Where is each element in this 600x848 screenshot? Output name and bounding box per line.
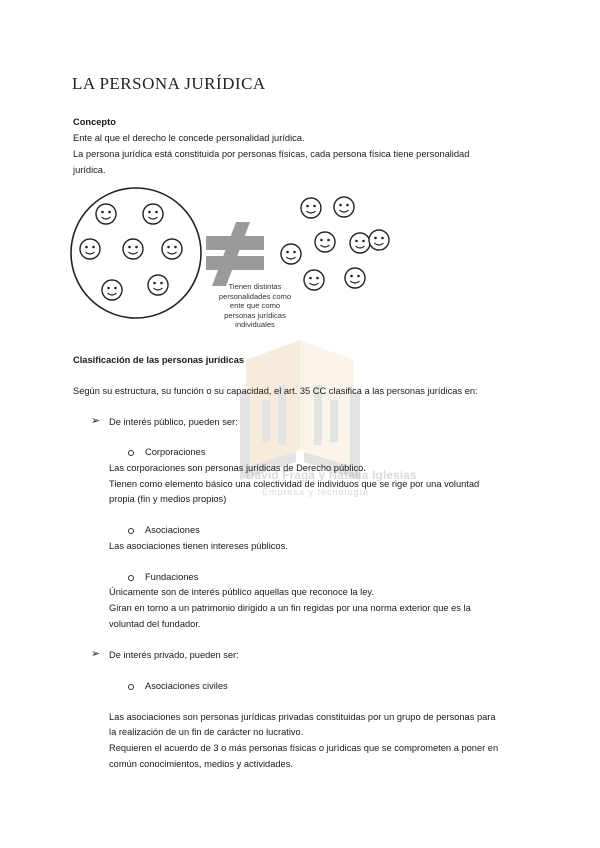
concepto-line-1: Ente al que el derecho le concede personalidad jurídica. xyxy=(73,133,305,143)
fundaciones-line-3: voluntad del fundador. xyxy=(109,619,201,629)
circle-bullet-icon xyxy=(128,528,134,534)
page-title: LA PERSONA JURÍDICA xyxy=(72,74,266,93)
smiley-icon xyxy=(148,275,168,295)
fundaciones-line-2: Giran en torno a un patrimonio dirigido a un fin regidas por una norma exterior que es la xyxy=(109,603,471,613)
civiles-line-3: Requieren el acuerdo de 3 o más personas físicas o jurídicas que se comprometen a poner en xyxy=(109,743,499,753)
circle-bullet-icon xyxy=(128,575,134,581)
civiles-line-4: común conocimientos, medios y actividades. xyxy=(109,759,293,769)
smiley-icon xyxy=(162,239,182,259)
diagram-caption: Tienen distintas personalidades como ente que como personas jurídicas individuales xyxy=(218,282,292,329)
asociaciones-line-1: Las asociaciones tienen intereses públicos. xyxy=(109,541,288,551)
smiley-icon xyxy=(123,239,143,259)
civiles-label: Asociaciones civiles xyxy=(145,681,228,691)
privado-label: De interés privado, pueden ser: xyxy=(109,650,239,660)
smiley-icon xyxy=(345,268,365,288)
smiley-icon xyxy=(301,198,321,218)
not-equal-icon xyxy=(206,222,264,286)
clasificacion-heading: Clasificación de las personas jurídicas xyxy=(73,355,245,365)
arrow-bullet-icon: ➢ xyxy=(91,415,101,427)
clasificacion-intro: Según su estructura, su función o su capacidad, el art. 35 CC clasifica a las personas jurídicas en: xyxy=(73,386,478,396)
smiley-icon xyxy=(315,232,335,252)
watermark-subtitle: Empresa y tecnología xyxy=(262,487,370,497)
fundaciones-line-1: Únicamente son de interés público aquellas que reconoce la ley. xyxy=(109,587,374,597)
smiley-icon xyxy=(334,197,354,217)
corporaciones-line-1: Las corporaciones son personas jurídicas de Derecho público. xyxy=(109,463,366,473)
publico-label: De interés público, pueden ser: xyxy=(109,417,238,427)
corporaciones-label: Corporaciones xyxy=(145,447,206,457)
civiles-line-1: Las asociaciones son personas jurídicas privadas constituidas por un grupo de personas para xyxy=(109,712,496,722)
smiley-icon xyxy=(281,244,301,264)
smiley-icon xyxy=(80,239,100,259)
concepto-line-2: La persona jurídica está constituida por personas físicas, cada persona física tiene personalidad xyxy=(73,149,470,159)
smiley-icon xyxy=(102,280,122,300)
asociaciones-label: Asociaciones xyxy=(145,525,200,535)
concepto-line-3: jurídica. xyxy=(73,165,106,175)
circle-bullet-icon xyxy=(128,684,134,690)
concepto-heading: Concepto xyxy=(73,117,116,127)
arrow-bullet-icon: ➢ xyxy=(91,648,101,660)
circle-bullet-icon xyxy=(128,450,134,456)
smiley-icon xyxy=(143,204,163,224)
corporaciones-line-2: Tienen como elemento básico una colectividad de individuos que se rige por una voluntad xyxy=(109,479,480,489)
civiles-line-2: la realización de un fin de carácter no lucrativo. xyxy=(109,727,304,737)
smiley-icon xyxy=(96,204,116,224)
corporaciones-line-3: propia (fin y medios propios) xyxy=(109,494,227,504)
watermark-name: David Fraga y Natalia Iglesias xyxy=(246,470,417,482)
fundaciones-label: Fundaciones xyxy=(145,572,199,582)
smiley-icon xyxy=(350,233,370,253)
smiley-icon xyxy=(304,270,324,290)
smiley-icon xyxy=(369,230,389,250)
